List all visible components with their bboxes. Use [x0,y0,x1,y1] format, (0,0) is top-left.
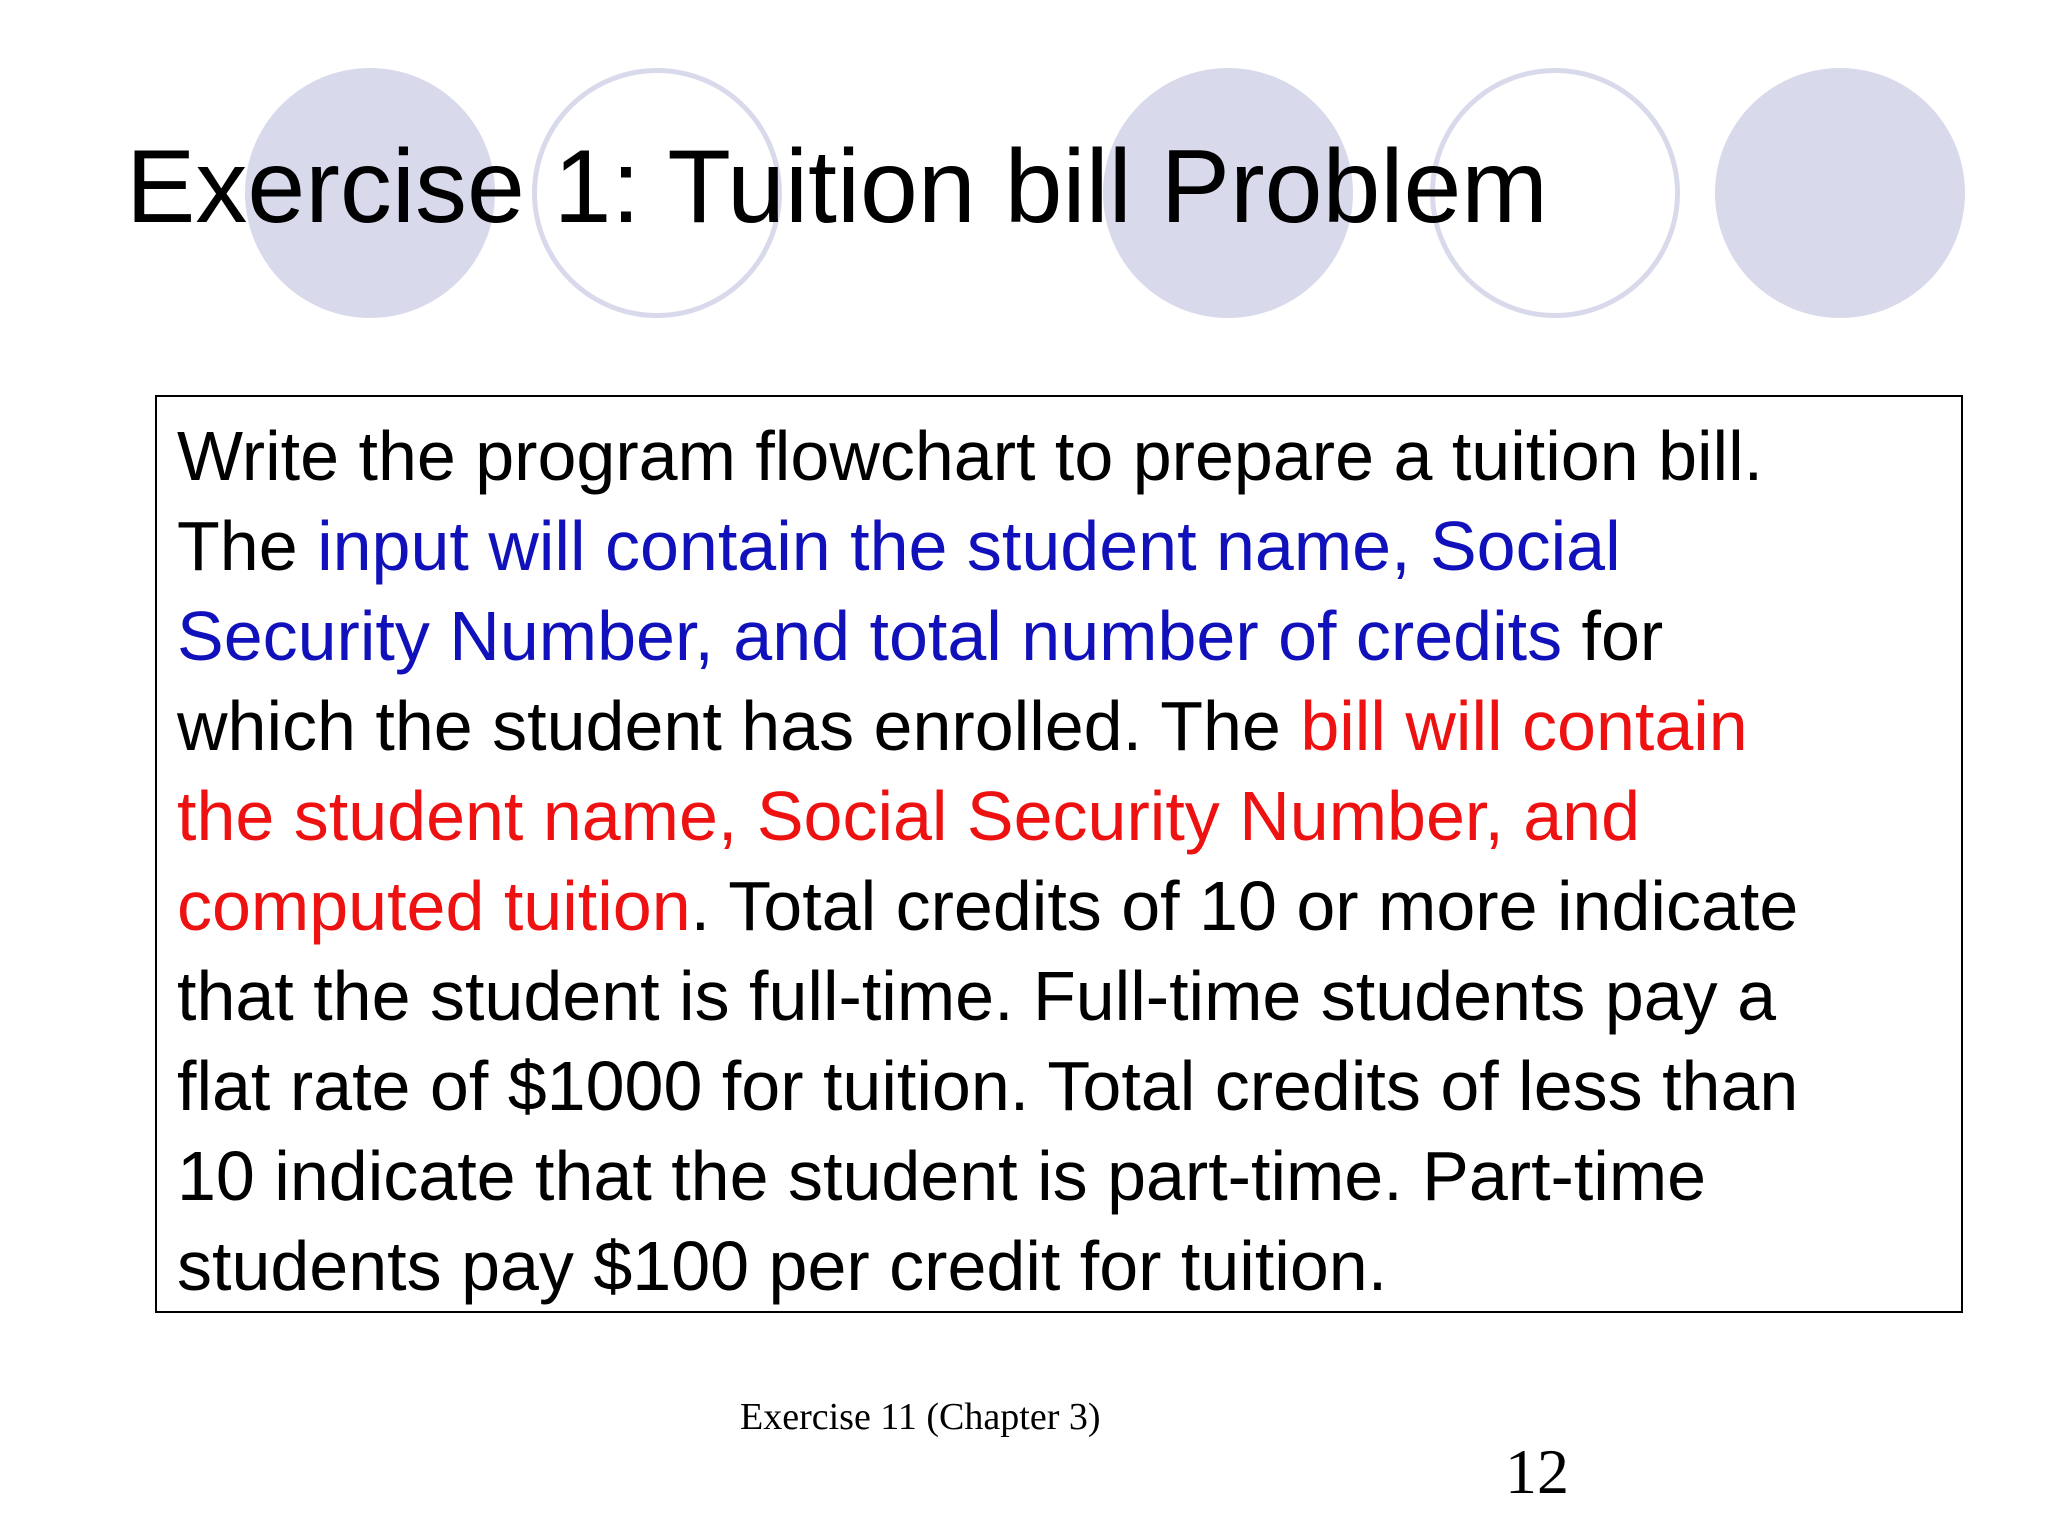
statement-line-5 [177,771,1941,861]
statement-line-10: students pay $100 per credit for tuition. [177,1227,1388,1305]
output-description-text: bill will contain [1300,687,1748,765]
statement-line-8: flat rate of $1000 for tuition. Total credits of less than [177,1047,1799,1125]
slide-title: Exercise 1: Tuition bill Problem [126,129,1548,245]
statement-line-6: computed tuition. Total credits of 10 or more indicate [177,867,1799,945]
statement-line-2: The input will contain the student name, Social [177,507,1621,585]
statement-line-1: Write the program flowchart to prepare a tuition bill. [177,417,1764,495]
statement-line-9: 10 indicate that the student is part-time. Part-time [177,1137,1707,1215]
slide-footer: Exercise 11 (Chapter 3) [740,1396,1101,1438]
statement-line-7: that the student is full-time. Full-time students pay a [177,957,1777,1035]
output-description-text: the student name, Social Security Number, and [177,777,1641,855]
output-description-text: computed tuition [177,867,691,945]
input-description-text: input will contain the student name, Social [317,507,1621,585]
input-description-text: Security Number, and total number of credits [177,597,1563,675]
statement-line-3: Security Number, and total number of credits for [177,597,1664,675]
decorative-circle-filled-3 [1715,68,1965,318]
problem-statement-box [155,395,1963,1313]
page-number: 12 [1505,1436,1569,1507]
statement-line-4: which the student has enrolled. The bill will contain [177,687,1748,765]
